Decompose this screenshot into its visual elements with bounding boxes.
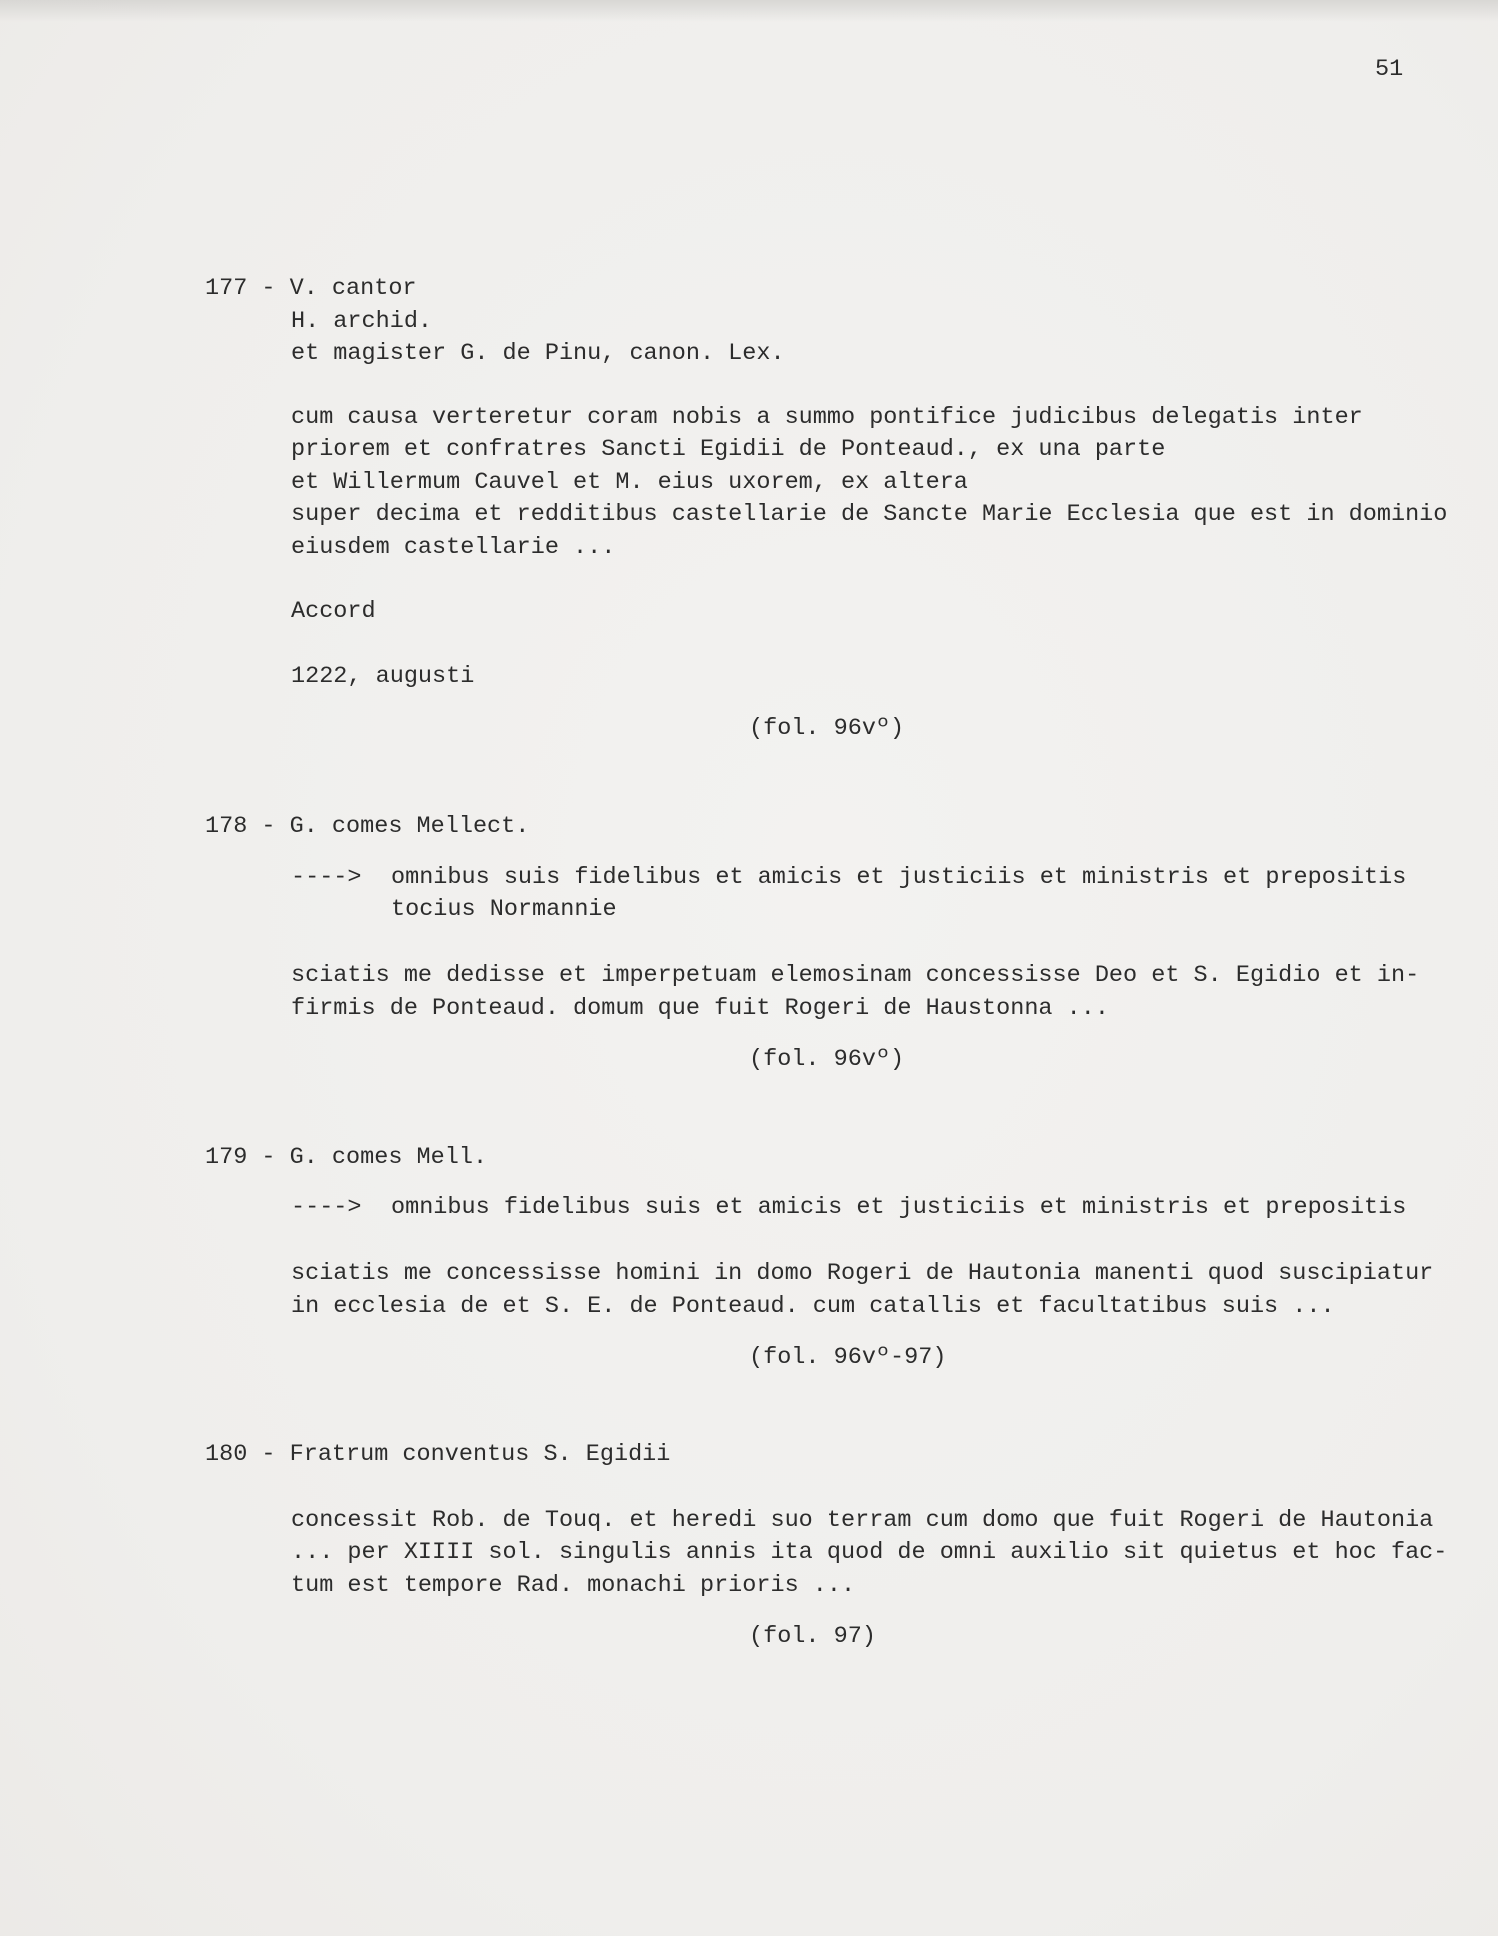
folio-reference: (fol. 97) [749,1623,876,1650]
entry-line: H. archid. [291,308,433,335]
entry-heading: 178 - G. comes Mellect. [205,813,530,840]
address-line: omnibus suis fidelibus et amicis et justiciis et ministris et prepositis [391,864,1407,891]
entry-heading: 177 - V. cantor [205,275,417,302]
entry-body-line: concessit Rob. de Touq. et heredi suo terram cum domo que fuit Rogeri de Hautonia [291,1507,1434,1534]
entry-note: Accord [291,598,376,625]
entry-date: 1222, augusti [291,663,475,690]
address-line: omnibus fidelibus suis et amicis et justiciis et ministris et prepositis [391,1194,1407,1221]
scan-edge-shadow [0,0,1498,22]
entry-body-line: in ecclesia de et S. E. de Ponteaud. cum catallis et facultatibus suis ... [291,1293,1335,1320]
entry-body-line: sciatis me dedisse et imperpetuam elemosinam concessisse Deo et S. Egidio et in- [291,962,1420,989]
entry-body-line: super decima et redditibus castellarie de Sancte Marie Ecclesia que est in dominio [291,501,1448,528]
entry-body-line: tum est tempore Rad. monachi prioris ... [291,1572,856,1599]
folio-reference: (fol. 96vº) [749,1046,905,1073]
entry-heading: 179 - G. comes Mell. [205,1144,488,1171]
entry-heading: 180 - Fratrum conventus S. Egidii [205,1441,671,1468]
folio-reference: (fol. 96vº) [749,715,905,742]
address-arrow: ----> [291,864,376,891]
entry-body-line: cum causa verteretur coram nobis a summo pontifice judicibus delegatis inter [291,404,1363,431]
folio-reference: (fol. 96vº-97) [749,1344,947,1371]
entry-body-line: ... per XIIII sol. singulis annis ita quod de omni auxilio sit quietus et hoc fac- [291,1539,1448,1566]
entry-line: et magister G. de Pinu, canon. Lex. [291,340,785,367]
entry-body-line: eiusdem castellarie ... [291,534,616,561]
entry-body-line: priorem et confratres Sancti Egidii de Ponteaud., ex una parte [291,436,1166,463]
address-arrow: ----> [291,1194,376,1221]
address-line: tocius Normannie [391,896,617,923]
page-number: 51 [1375,56,1404,83]
entry-body-line: firmis de Ponteaud. domum que fuit Rogeri de Haustonna ... [291,995,1109,1022]
entry-body-line: et Willermum Cauvel et M. eius uxorem, ex altera [291,469,968,496]
entry-body-line: sciatis me concessisse homini in domo Rogeri de Hautonia manenti quod suscipiatur [291,1260,1434,1287]
